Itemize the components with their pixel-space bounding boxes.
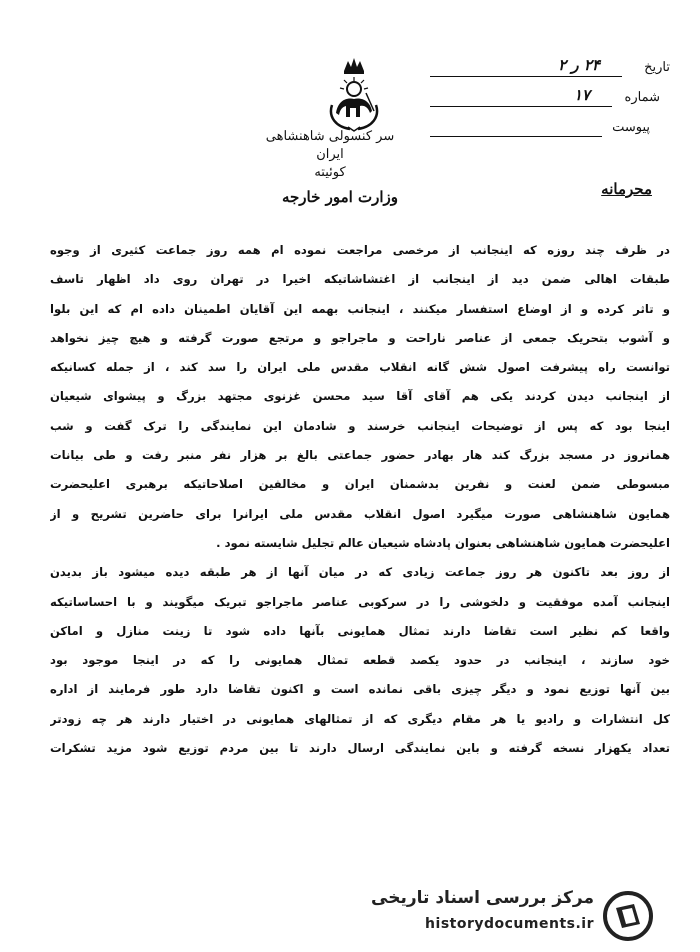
- body-line: و تاثر کرده و از اوضاع استفسار میکنند ، اینجانب بهمه این آقایان اطمینان داده ام که این بلوا: [50, 301, 670, 316]
- watermark-url: historydocuments.ir: [425, 916, 594, 932]
- history-documents-logo-icon: [600, 890, 656, 942]
- document-meta-block: [430, 58, 670, 148]
- meta-date-line: [430, 76, 622, 77]
- lion-and-sun-emblem-icon: [322, 55, 386, 133]
- meta-attachment-line: [430, 136, 602, 137]
- body-line: مبسوطی ضمن لعنت و نفرین بدشمنان ایران و مخالفین اصلاحاتیکه برهبری اعلیحضرت: [50, 477, 670, 492]
- body-line: توانست راه پیشرفت اصول شش گانه انقلاب مقدس ملی ایران را سد کند ، از جمله کسانیکه: [50, 360, 670, 375]
- watermark: [356, 882, 656, 946]
- body-line: و آشوب بتحریک جمعی از عناصر ناراحت و ماجراجو و مرتجع صورت گرفته و هیچ چیز نخواهد: [50, 330, 670, 345]
- body-line: همایون شاهنشاهی صورت میگیرد اصول انقلاب مقدس ملی ایرانرا برای حاضرین تشریح و از: [50, 506, 670, 521]
- body-line: اینجانب آمده موفقیت و دلخوشی را در سرکوبی عناصر ماجراجو تبریک میگویند و با احساساتیکه: [50, 594, 670, 609]
- body-line: طبقات اهالی ضمن دید از اینجانب از اغتشاشاتیکه اخیرا در تهران روی داد اظهار تاسف: [50, 272, 670, 287]
- meta-number-value: ۱۷: [573, 86, 590, 104]
- meta-number-label: شماره: [624, 90, 660, 105]
- body-line: واقعا کم نظیر است تقاضا دارند تمثال همایونی بآنها داده شود تا زینت منازل و اماکن: [50, 623, 670, 638]
- meta-date-row: [430, 58, 670, 88]
- addressee: وزارت امور خارجه: [281, 188, 399, 206]
- meta-attachment-row: [430, 118, 650, 148]
- body-line: کل انتشارات و رادیو یا هر مقام دیگری که از تمثالهای همایونی در اختیار دارند هر چه زودتر: [50, 711, 670, 726]
- body-line: تعداد یکهزار نسخه گرفته و باین نمایندگی ارسال دارند تا بین مردم توزیع شود مزید تشکرات: [50, 741, 670, 756]
- body-line: بین آنها توزیع نمود و دیگر چیزی باقی نمانده است و اکنون تقاضا دارد طور فرمایند از اداره: [50, 682, 670, 697]
- meta-date-label: تاریخ: [644, 60, 670, 75]
- letter-body: [50, 236, 670, 763]
- meta-date-value: ۲۴ ر ۲: [558, 56, 600, 74]
- body-line: در ظرف چند روزه که اینجانب از مرخصی مراجعت نموده ام همه روز جماعت کثیری از وجوه: [50, 243, 670, 257]
- consulate-heading: [250, 128, 410, 182]
- consulate-line-2: کوئیته: [314, 165, 346, 180]
- body-line: اعلیحضرت همایون شاهنشاهی بعنوان پادشاه شیعیان عالم تجلیل شایسته نمود .: [216, 535, 670, 550]
- meta-number-row: [430, 88, 660, 118]
- body-line: از روز بعد تاکنون هر روز جماعت زیادی که در میان آنها از هر طبقه دیده میشود باز بدیدن: [50, 565, 670, 580]
- classification-label: محرمانه: [601, 180, 652, 198]
- body-line: از اینجانب دیدن کردند یکی هم آقای آقا سید محسن غزنوی مجتهد بزرگ و پیشوای شیعیان: [50, 389, 670, 404]
- meta-number-line: [430, 106, 612, 107]
- consulate-line-1: سر کنسولی شاهنشاهی ایران: [265, 129, 395, 162]
- body-line: همانروز در مسجد بزرگ کند هار بهادر حضور جماعتی بالغ بر هزار نفر منبر رفت و طی بیانات: [50, 448, 670, 463]
- body-line: خود سازند ، اینجانب در حدود یکصد قطعه تمثال همایونی را که در اینجا موجود بود: [50, 653, 670, 668]
- watermark-persian-text: مرکز بررسی اسناد تاریخی: [371, 888, 594, 908]
- body-line: اینجا بود که پس از توضیحات اینجانب خرسند و شادمان این نمایندگی را ترک گفت و شب: [50, 418, 670, 433]
- meta-attachment-label: پیوست: [612, 120, 650, 135]
